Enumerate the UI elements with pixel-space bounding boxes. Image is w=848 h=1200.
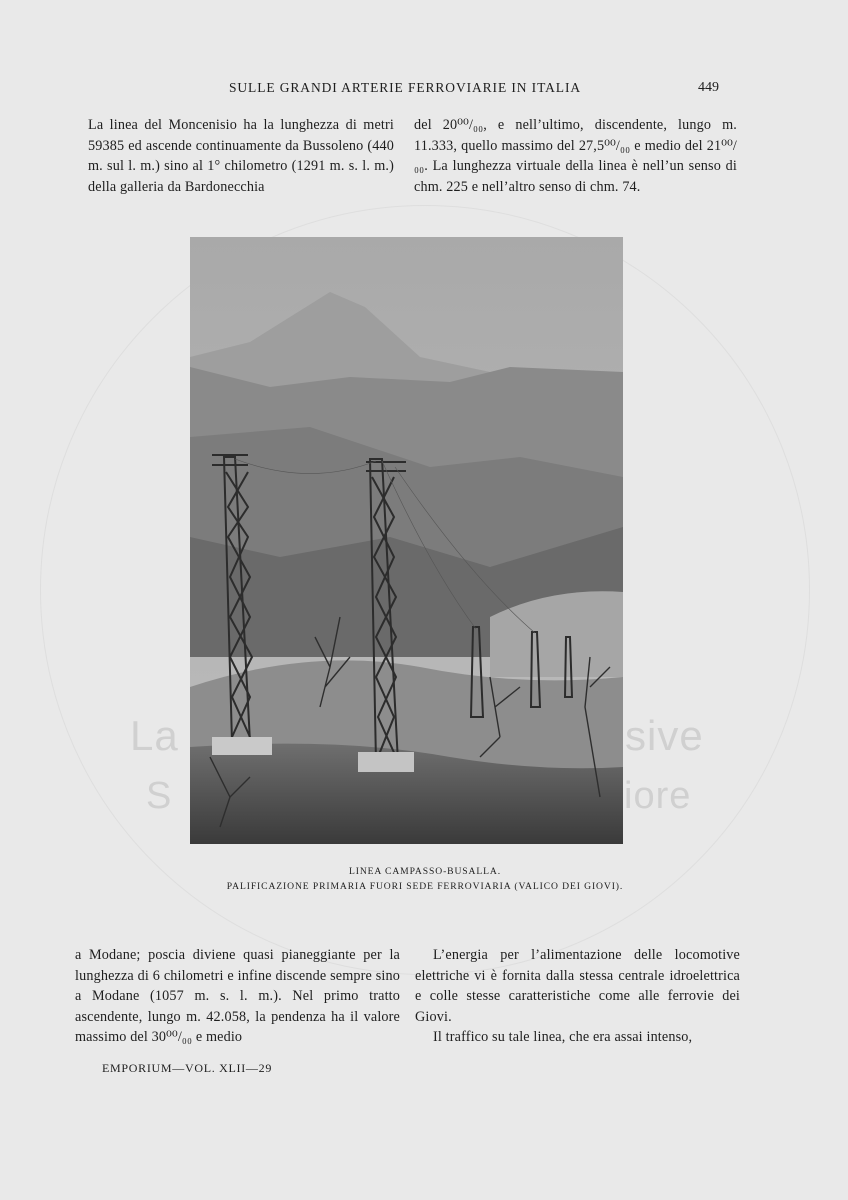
- running-head: SULLE GRANDI ARTERIE FERROVIARIE IN ITALIA: [228, 80, 581, 95]
- figure-caption-line1: LINEA CAMPASSO-BUSALLA.: [348, 866, 501, 877]
- watermark-text: S: [146, 775, 173, 817]
- pylons-landscape-photo: [190, 237, 623, 844]
- page-number: 449: [698, 80, 719, 95]
- paragraph: a Modane; poscia diviene quasi pianeggiante per la lunghezza di 6 chilometri e infine discende sempre sino a Modane (1057 m. s. l. m.). Nel primo tratto ascendente, lungo m. 42.058, la pendenza ha il valore massimo del 30⁰⁰/₀₀ e medio: [75, 947, 400, 1046]
- watermark-text: sive: [625, 712, 704, 759]
- text-column-top-left: [88, 115, 394, 197]
- text-column-bottom-right: [415, 945, 740, 1048]
- text-column-top-right: [414, 115, 737, 197]
- figure-photo: [190, 237, 623, 844]
- watermark-text: La: [130, 712, 179, 759]
- page-footer: EMPORIUM—VOL. XLII—29: [102, 1061, 273, 1075]
- paragraph: La linea del Moncenisio ha la lunghezza di metri 59385 ed ascende continuamente da Bussoleno (440 m. sul l. m.) sino al 1° chilometro (1291 m. s. l. m.) della galleria da Bardonecchia: [88, 117, 394, 195]
- figure-caption-line2: PALIFICAZIONE PRIMARIA FUORI SEDE FERROVIARIA (VALICO DEI GIOVI).: [226, 881, 624, 892]
- paragraph: Il traffico su tale linea, che era assai intenso,: [433, 1029, 693, 1046]
- paragraph: del 20⁰⁰/₀₀, e nell’ultimo, discendente, lungo m. 11.333, quello massimo del 27,5⁰⁰/₀₀ e medio del 21⁰⁰/₀₀. La lunghezza virtuale della linea è nell’un senso di chm. 225 e nell’altro senso di chm. 74.: [414, 117, 737, 195]
- paragraph: L’energia per l’alimentazione delle locomotive elettriche vi è fornita dalla stessa centrale idroelettrica e colle stesse caratteristiche come alle ferrovie dei Giovi.: [415, 947, 740, 1025]
- text-column-bottom-left: [75, 945, 400, 1048]
- watermark-text: iore: [624, 775, 692, 817]
